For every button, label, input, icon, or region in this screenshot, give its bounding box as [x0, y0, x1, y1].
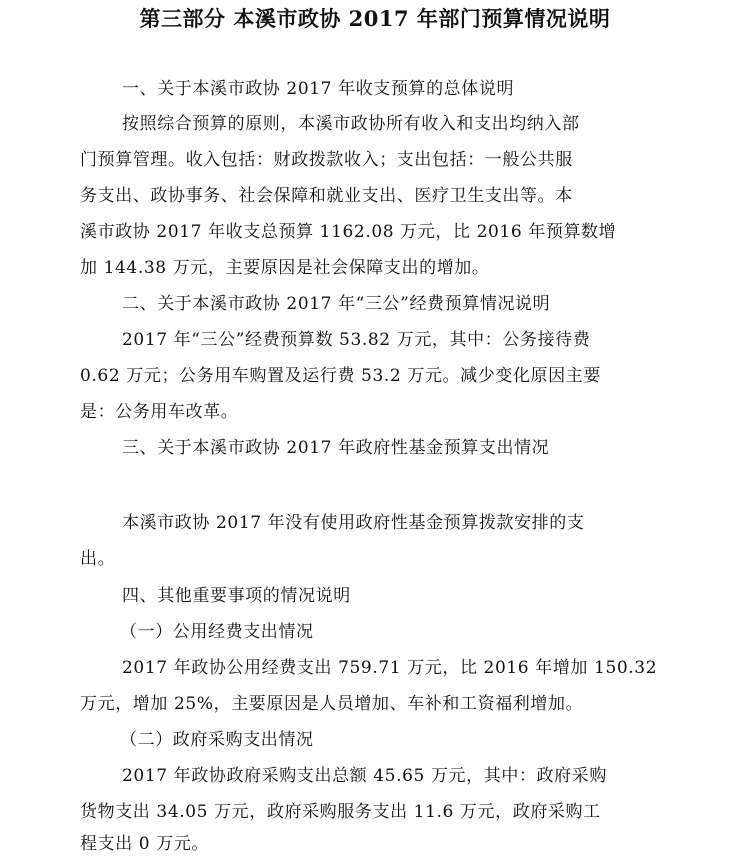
- subsection-2-paragraph-line: 2017 年政协政府采购支出总额 45.65 万元，其中：政府采购: [122, 766, 607, 786]
- section-2-paragraph-line: 是：公务用车改革。: [80, 402, 239, 422]
- section-2-paragraph-line: 0.62 万元；公务用车购置及运行费 53.2 万元。减少变化原因主要: [80, 366, 601, 386]
- subsection-2-heading: （二）政府采购支出情况: [120, 730, 314, 750]
- section-4-heading: 四、其他重要事项的情况说明: [122, 586, 351, 606]
- subsection-2-paragraph-line: 货物支出 34.05 万元，政府采购服务支出 11.6 万元，政府采购工: [80, 802, 601, 822]
- section-3-paragraph-line: 出。: [80, 549, 116, 569]
- document-title: 第三部分 本溪市政协 2017 年部门预算情况说明: [139, 6, 611, 31]
- subsection-1-heading: （一）公用经费支出情况: [120, 622, 314, 642]
- subsection-1-paragraph-line: 万元，增加 25%，主要原因是人员增加、车补和工资福利增加。: [80, 694, 584, 714]
- section-2-paragraph-line: 2017 年“三公”经费预算数 53.82 万元，其中：公务接待费: [122, 330, 591, 350]
- section-1-paragraph-line: 门预算管理。收入包括：财政拨款收入；支出包括：一般公共服: [80, 150, 573, 170]
- section-1-paragraph-line: 加 144.38 万元，主要原因是社会保障支出的增加。: [80, 258, 490, 278]
- section-3-heading: 三、关于本溪市政协 2017 年政府性基金预算支出情况: [122, 438, 550, 458]
- section-3-paragraph-line: 本溪市政协 2017 年没有使用政府性基金预算拨款安排的支: [122, 513, 585, 533]
- section-1-heading: 一、关于本溪市政协 2017 年收支预算的总体说明: [122, 79, 515, 99]
- subsection-2-paragraph-line: 程支出 0 万元。: [80, 834, 210, 854]
- section-1-paragraph-line: 溪市政协 2017 年收支总预算 1162.08 万元，比 2016 年预算数增: [80, 222, 617, 242]
- section-1-paragraph-line: 务支出、政协事务、社会保障和就业支出、医疗卫生支出等。本: [80, 186, 573, 206]
- subsection-1-paragraph-line: 2017 年政协公用经费支出 759.71 万元，比 2016 年增加 150.32: [122, 658, 658, 678]
- section-1-paragraph-line: 按照综合预算的原则，本溪市政协所有收入和支出均纳入部: [122, 114, 580, 134]
- section-2-heading: 二、关于本溪市政协 2017 年“三公”经费预算情况说明: [122, 294, 551, 314]
